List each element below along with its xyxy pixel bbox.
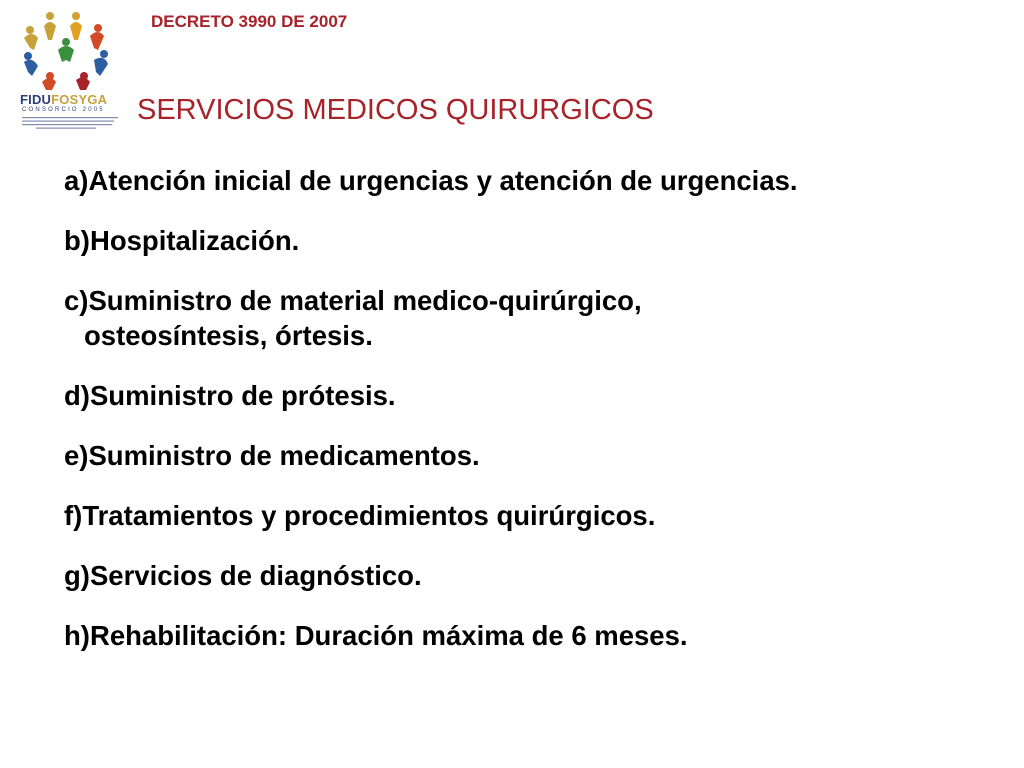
logo-fine-print-lines xyxy=(22,116,118,130)
logo-wordmark: FIDUFOSYGA xyxy=(20,92,108,107)
list-item: b)Hospitalización. xyxy=(64,225,300,256)
logo-fine-print xyxy=(22,116,118,134)
list-item: d)Suministro de prótesis. xyxy=(64,380,396,411)
fidufosyga-logo xyxy=(6,6,130,130)
list-item: g)Servicios de diagnóstico. xyxy=(64,560,422,591)
list-item: h)Rehabilitación: Duración máxima de 6 meses. xyxy=(64,620,688,651)
logo-consorcio-label: CONSORCIO 2005 xyxy=(22,107,105,113)
list-item: c)Suministro de material medico-quirúrgico, osteosíntesis, órtesis. xyxy=(64,285,642,351)
people-circle-emblem xyxy=(6,6,130,90)
list-item: a)Atención inicial de urgencias y atención de urgencias. xyxy=(64,165,798,196)
list-item: e)Suministro de medicamentos. xyxy=(64,440,480,471)
decree-header: DECRETO 3990 DE 2007 xyxy=(151,12,348,31)
slide-title: SERVICIOS MEDICOS QUIRURGICOS xyxy=(137,94,654,126)
list-item: f)Tratamientos y procedimientos quirúrgicos. xyxy=(64,500,656,531)
services-list xyxy=(64,163,824,678)
